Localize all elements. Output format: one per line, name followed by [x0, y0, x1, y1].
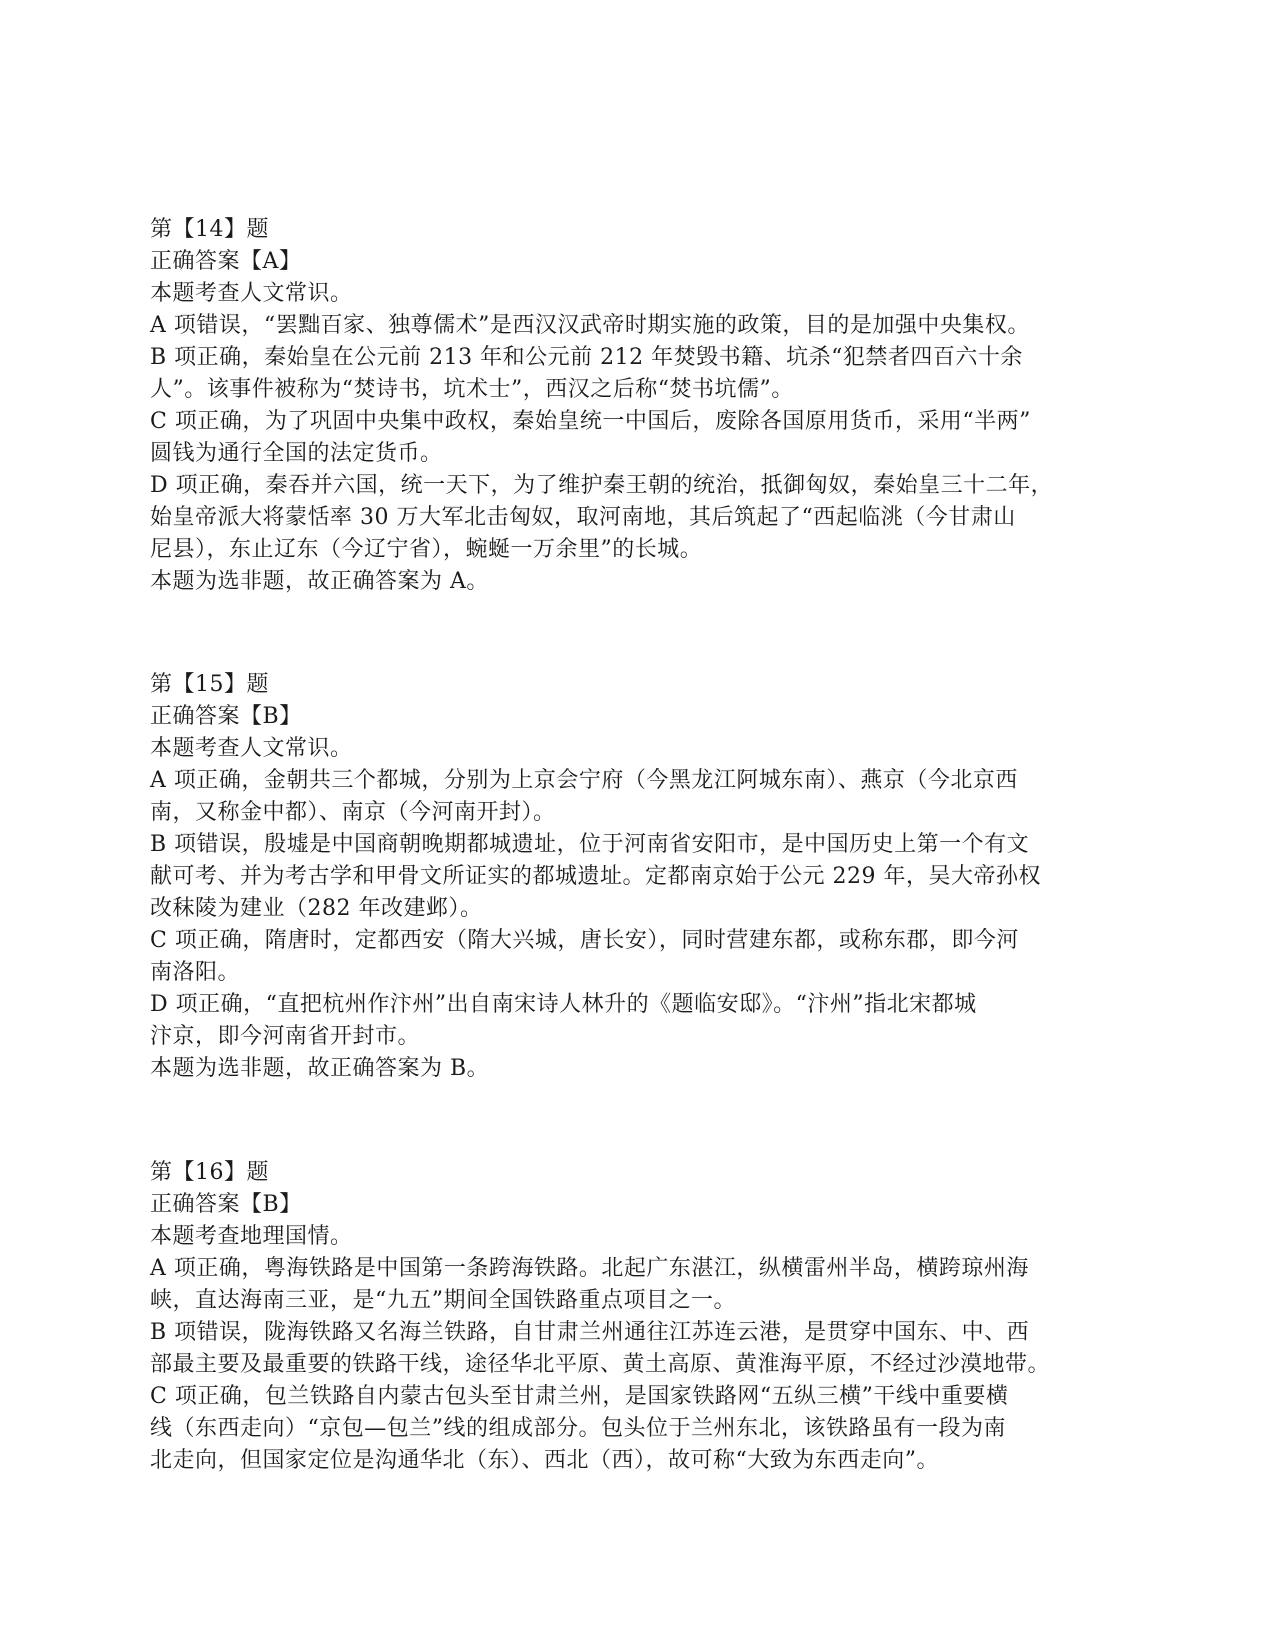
explanation-line: B 项错误，陇海铁路又名海兰铁路，自甘肃兰州通往江苏连云港，是贯穿中国东、中、西 [150, 1320, 1030, 1345]
explanation-line: A 项正确，粤海铁路是中国第一条跨海铁路。北起广东湛江，纵横雷州半岛，横跨琼州海 [150, 1256, 1029, 1281]
explanation-line: 峡，直达海南三亚，是“九五”期间全国铁路重点项目之一。 [150, 1288, 736, 1313]
explanation-line: C 项正确，为了巩固中央集中政权，秦始皇统一中国后，废除各国原用货币，采用“半两” [150, 409, 1031, 434]
explanation-line: 本题考查人文常识。 [150, 281, 353, 306]
explanation-line: 尼县），东止辽东（今辽宁省），蜿蜒一万余里”的长城。 [150, 537, 703, 562]
question-heading: 第【14】题 [150, 217, 269, 242]
explanation-line: 圆钱为通行全国的法定货币。 [150, 441, 443, 466]
explanation-line: A 项正确，金朝共三个都城，分别为上京会宁府（今黑龙江阿城东南）、燕京（今北京西 [150, 768, 1018, 793]
explanation-line: 部最主要及最重要的铁路干线，途径华北平原、黄土高原、黄淮海平原，不经过沙漠地带。 [150, 1352, 1051, 1377]
explanation-line: 人”。该事件被称为“焚诗书，坑术士”，西汉之后称“焚书坑儒”。 [150, 377, 794, 402]
explanation-line: 改秣陵为建业（282 年改建邺）。 [150, 896, 483, 921]
explanation-line: C 项正确，包兰铁路自内蒙古包头至甘肃兰州，是国家铁路网“五纵三横”干线中重要横 [150, 1384, 1009, 1409]
explanation-line: 献可考、并为考古学和甲骨文所证实的都城遗址。定都南京始于公元 229 年，吴大帝孙权 [150, 864, 1041, 889]
explanation-line: 本题考查地理国情。 [150, 1224, 353, 1249]
question-15-section [150, 669, 1140, 1085]
explanation-line: 南，又称金中都）、南京（今河南开封）。 [150, 800, 556, 825]
question-16-section [150, 1157, 1140, 1477]
explanation-line: 线（东西走向）“京包—包兰”线的组成部分。包头位于兰州东北，该铁路虽有一段为南 [150, 1416, 1006, 1441]
explanation-line: 北走向，但国家定位是沟通华北（东）、西北（西），故可称“大致为东西走向”。 [150, 1448, 939, 1473]
explanation-line: C 项正确，隋唐时，定都西安（隋大兴城，唐长安），同时营建东都，或称东郡，即今河 [150, 928, 1019, 953]
explanation-line: B 项错误，殷墟是中国商朝晚期都城遗址，位于河南省安阳市，是中国历史上第一个有文 [150, 832, 1030, 857]
explanation-line: D 项正确，“直把杭州作汴州”出自南宋诗人林升的《题临安邸》。“汴州”指北宋都城 [150, 992, 977, 1017]
conclusion-line: 本题为选非题，故正确答案为 B。 [150, 1056, 490, 1081]
explanation-line: D 项正确，秦吞并六国，统一天下，为了维护秦王朝的统治，抵御匈奴，秦始皇三十二年， [150, 473, 1054, 498]
correct-answer: 正确答案【B】 [150, 704, 302, 729]
explanation-line: A 项错误，“罢黜百家、独尊儒术”是西汉汉武帝时期实施的政策，目的是加强中央集权。 [150, 313, 1030, 338]
question-heading: 第【15】题 [150, 672, 269, 697]
correct-answer: 正确答案【A】 [150, 249, 302, 274]
question-14-section [150, 214, 1140, 598]
explanation-line: 南洛阳。 [150, 960, 241, 985]
explanation-line: 本题考查人文常识。 [150, 736, 353, 761]
explanation-line: B 项正确，秦始皇在公元前 213 年和公元前 212 年焚毁书籍、坑杀“犯禁者四百六十余 [150, 345, 1023, 370]
explanation-line: 始皇帝派大将蒙恬率 30 万大军北击匈奴，取河南地，其后筑起了“西起临洮（今甘肃山 [150, 505, 1016, 530]
question-heading: 第【16】题 [150, 1160, 269, 1185]
correct-answer: 正确答案【B】 [150, 1192, 302, 1217]
conclusion-line: 本题为选非题，故正确答案为 A。 [150, 569, 489, 594]
explanation-line: 汴京，即今河南省开封市。 [150, 1024, 421, 1049]
